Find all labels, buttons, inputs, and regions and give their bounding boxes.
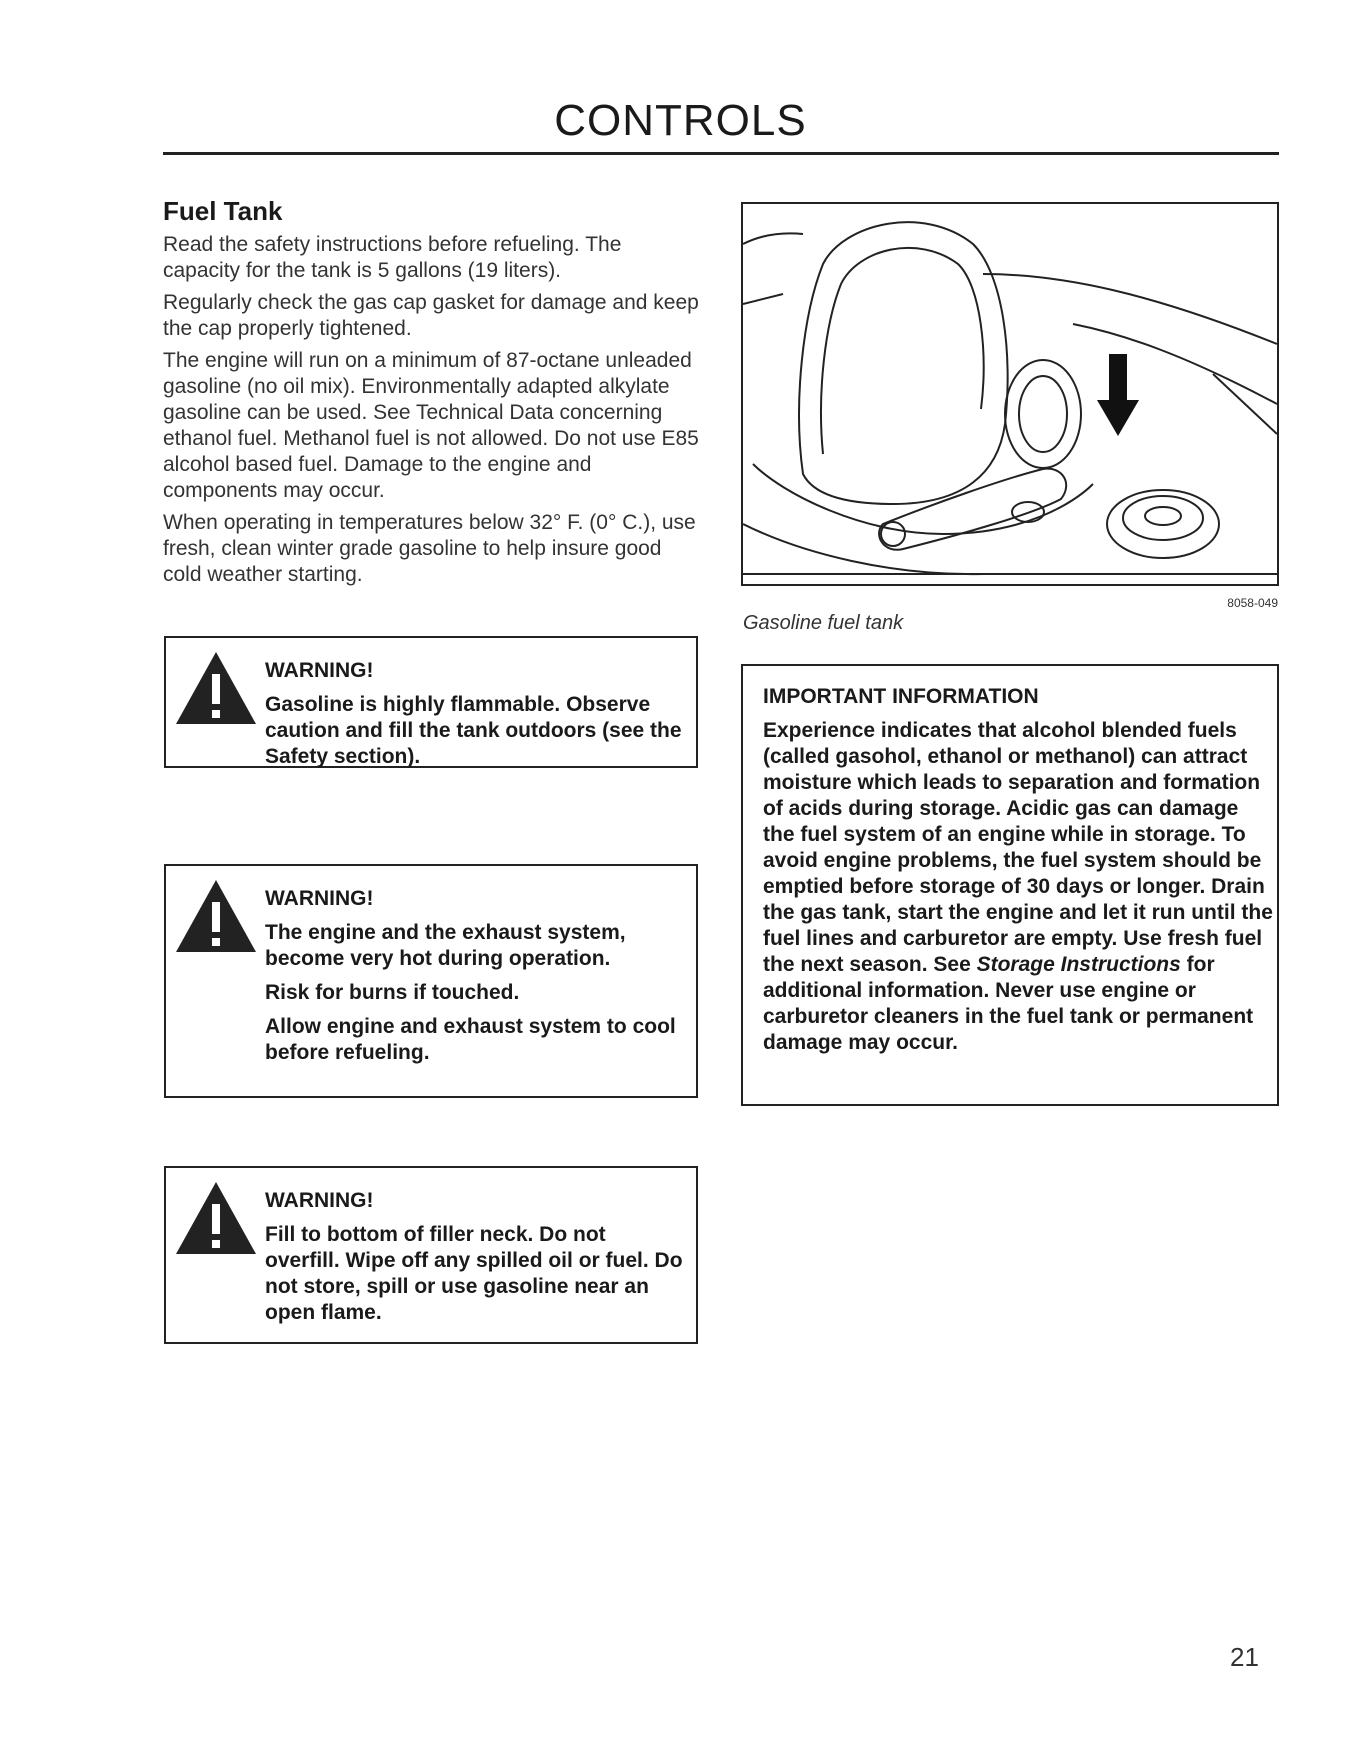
important-information-box (741, 664, 1279, 1106)
warning-triangle-icon (174, 878, 258, 954)
page-number: 21 (1230, 1642, 1259, 1672)
warning-text: Risk for burns if touched. (265, 981, 520, 1004)
figure-code: 8058-049 (1227, 596, 1278, 610)
warning-title: WARNING! (265, 659, 374, 682)
warning-text: Fill to bottom of filler neck. Do not overfill. Wipe off any spilled oil or fuel. Do not store, spill or use gasoline near an open flame. (265, 1223, 683, 1324)
info-text-part: for additional information. Never use engine or carburetor cleaners in the fuel tank or permanent damage may occur. (763, 953, 1254, 1054)
paragraph: Read the safety instructions before refueling. The capacity for the tank is 5 gallons (19 liters). (163, 233, 622, 282)
warning-box-hot-exhaust (164, 864, 698, 1098)
warning-text: Gasoline is highly flammable. Observe caution and fill the tank outdoors (see the Safety section). (265, 693, 682, 768)
info-text-part: Experience indicates that alcohol blended fuels (called gasohol, ethanol or methanol) can attract moisture which leads to separation and formation of acids during storage. Acidic gas can damage the fuel system of an engine while in storage. To avoid engine problems, the fuel system should be emptied before storage of 30 days or longer. Drain the gas tank, start the engine and let it run until the fuel lines and carburetor are empty. Use fresh fuel the next season. See (763, 719, 1273, 976)
fuel-tank-illustration (743, 204, 1277, 584)
paragraph: Regularly check the gas cap gasket for damage and keep the cap properly tightened. (163, 291, 699, 340)
info-text (763, 718, 1273, 1056)
section-heading: Fuel Tank (163, 196, 283, 226)
warning-box-flammable (164, 636, 698, 768)
fuel-tank-figure (741, 202, 1279, 586)
warning-title: WARNING! (265, 887, 374, 910)
arrow-indicator (1097, 354, 1139, 436)
body-text (163, 232, 703, 594)
info-text-emphasis: Storage Instructions (976, 953, 1181, 976)
warning-box-fill-level (164, 1166, 698, 1344)
paragraph: When operating in temperatures below 32° F. (0° C.), use fresh, clean winter grade gasoline to help insure good cold weather starting. (163, 511, 696, 586)
warning-text: Allow engine and exhaust system to cool before refueling. (265, 1015, 676, 1064)
info-title: IMPORTANT INFORMATION (763, 685, 1039, 708)
title-rule (163, 152, 1279, 155)
warning-text: The engine and the exhaust system, become very hot during operation. (265, 921, 626, 970)
warning-title: WARNING! (265, 1189, 374, 1212)
warning-triangle-icon (174, 650, 258, 726)
warning-triangle-icon (174, 1180, 258, 1256)
paragraph: The engine will run on a minimum of 87-octane unleaded gasoline (no oil mix). Environmentally adapted alkylate gasoline can be used. See Technical Data concerning ethanol fuel. Methanol fuel is not allowed. Do not use E85 alcohol based fuel. Damage to the engine and components may occur. (163, 349, 699, 502)
figure-caption: Gasoline fuel tank (743, 612, 904, 634)
page-title: CONTROLS (554, 96, 807, 145)
